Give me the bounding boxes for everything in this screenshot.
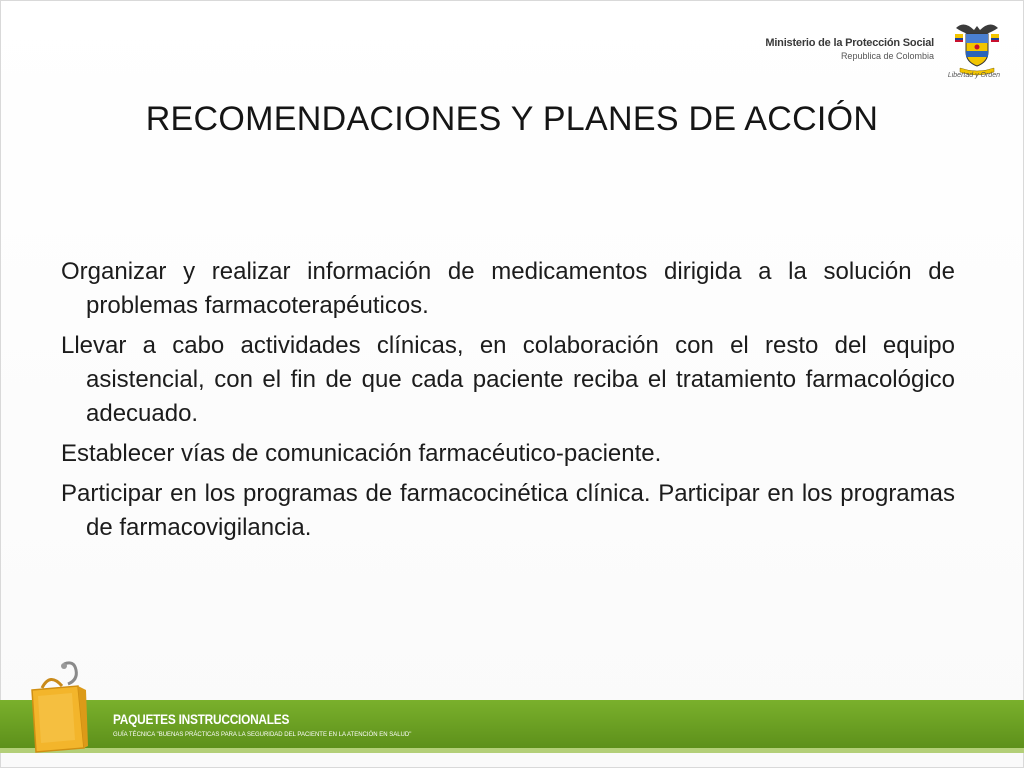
shopping-bag-icon — [28, 660, 90, 755]
footer-title: PAQUETES INSTRUCCIONALES — [113, 711, 290, 727]
page-title: RECOMENDACIONES Y PLANES DE ACCIÓN — [145, 100, 879, 138]
footer-subtitle: GUÍA TÉCNICA "BUENAS PRÁCTICAS PARA LA SEGURIDAD DEL PACIENTE EN LA ATENCIÓN EN SALUD" — [113, 732, 412, 738]
coat-of-arms-icon — [952, 18, 1002, 80]
ministry-header — [765, 37, 934, 61]
paragraph: Organizar y realizar información de medicamentos dirigida a la solución de problemas farmacoterapéuticos. — [61, 258, 955, 319]
emblem-motto: Libertad y Orden — [947, 72, 1000, 79]
paragraph: Establecer vías de comunicación farmacéutico-paciente. — [61, 440, 662, 467]
ministry-name: Ministerio de la Protección Social — [765, 37, 934, 49]
country-name: Republica de Colombia — [840, 51, 934, 61]
paragraph: Participar en los programas de farmacocinética clínica. Participar en los programas de farmacovigilancia. — [61, 480, 955, 541]
slide-body — [61, 255, 955, 551]
paragraph: Llevar a cabo actividades clínicas, en colaboración con el resto del equipo asistencial, con el fin de que cada paciente reciba el tratamiento farmacológico adecuado. — [61, 332, 955, 427]
footer-stripe — [0, 748, 1024, 753]
